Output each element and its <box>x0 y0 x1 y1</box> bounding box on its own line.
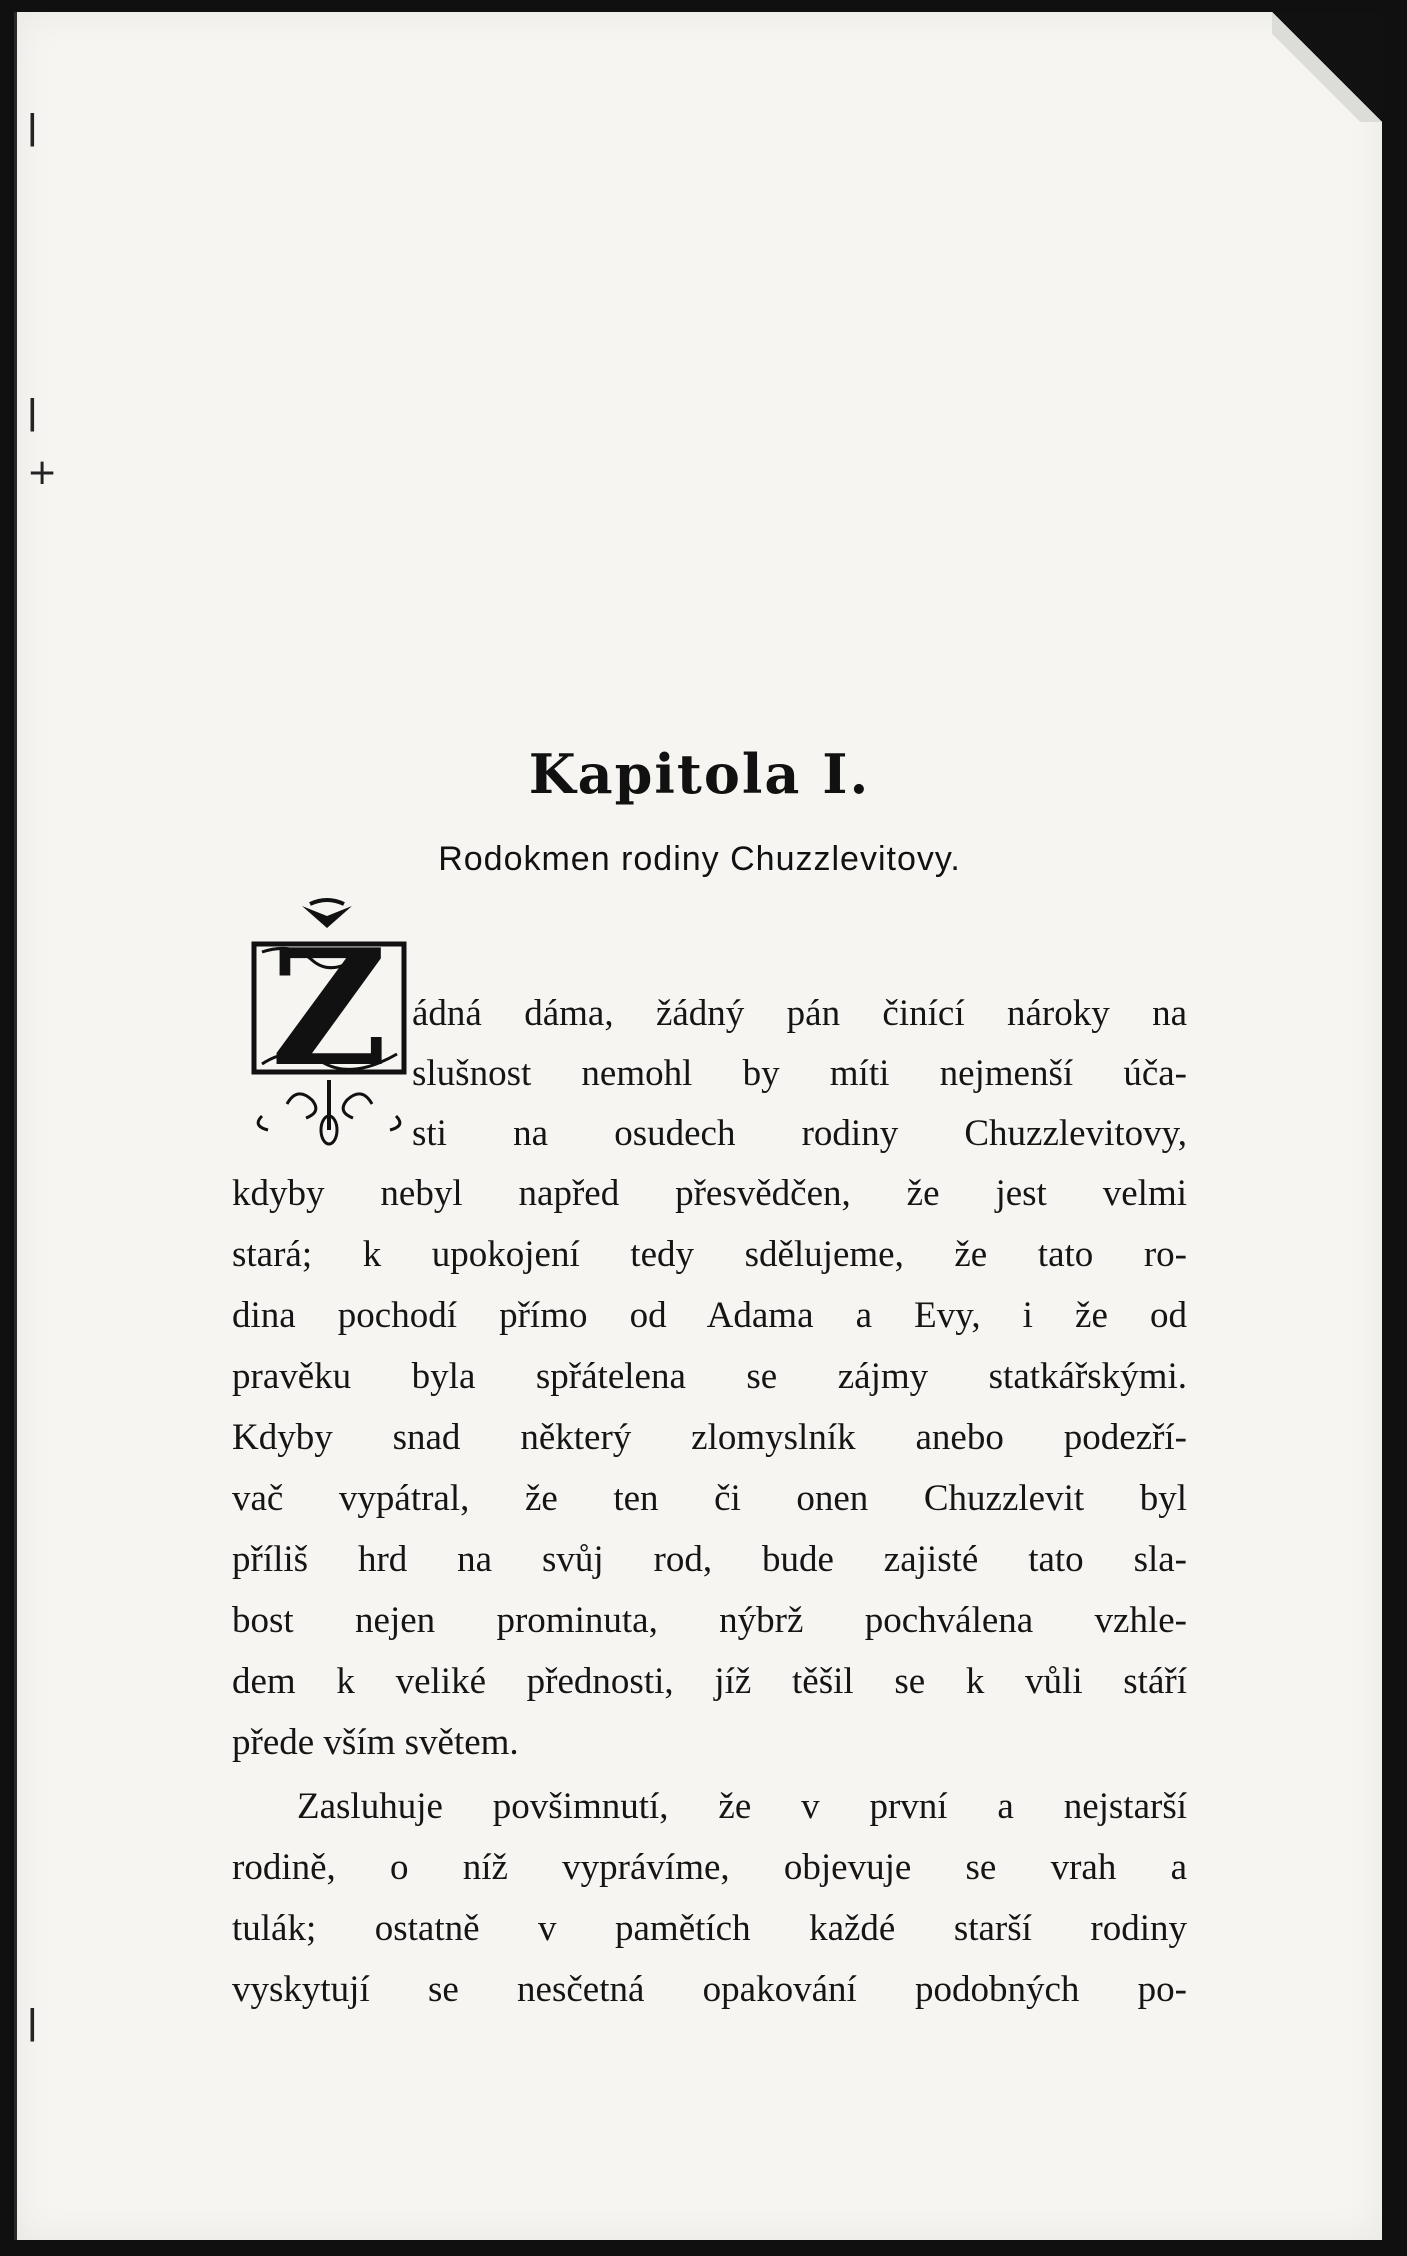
text-line: příliš hrd na svůj rod, bude zajisté tato sla- <box>232 1539 1187 1580</box>
text-line: ádná dáma, žádný pán činící nároky na <box>412 993 1187 1034</box>
text-line: bost nejen prominuta, nýbrž pochválena vzhle- <box>232 1600 1187 1641</box>
text-line: dem k veliké přednosti, jíž těšil se k vůli stáří <box>232 1661 1187 1702</box>
text-line: rodině, o níž vyprávíme, objevuje se vrah a <box>232 1847 1187 1888</box>
text-line: dina pochodí přímo od Adama a Evy, i že od <box>232 1295 1187 1336</box>
text-line: kdyby nebyl napřed přesvědčen, že jest velmi <box>232 1173 1187 1214</box>
page-corner-fold <box>1272 12 1382 122</box>
book-page <box>14 12 1382 2240</box>
text-line: Kdyby snad některý zlomyslník anebo podezří- <box>232 1417 1187 1458</box>
margin-mark: ǀ <box>27 392 38 433</box>
text-line: přede vším světem. <box>232 1722 519 1763</box>
margin-mark: ǀ <box>27 2002 38 2043</box>
text-line: slušnost nemohl by míti nejmenší úča- <box>412 1053 1187 1094</box>
text-line: tulák; ostatně v pamětích každé starší rodiny <box>232 1908 1187 1949</box>
text-line: pravěku byla spřátelena se zájmy statkářskými. <box>232 1356 1187 1397</box>
text-line: stará; k upokojení tedy sdělujeme, že tato ro- <box>232 1234 1187 1275</box>
text-line: vyskytují se nesčetná opakování podobných po- <box>232 1969 1187 2010</box>
decorated-initial-z <box>232 894 412 1164</box>
margin-mark: ǀ <box>27 107 38 148</box>
text-line: Zasluhuje povšimnutí, že v první a nejstarší <box>297 1786 1187 1827</box>
chapter-title: Kapitola I. <box>528 742 871 806</box>
initial-letter: Z <box>270 914 388 1102</box>
chapter-subtitle: Rodokmen rodiny Chuzzlevitovy. <box>438 840 961 878</box>
text-line: sti na osudech rodiny Chuzzlevitovy, <box>412 1113 1187 1154</box>
margin-mark: + <box>27 452 58 493</box>
text-line: vač vypátral, že ten či onen Chuzzlevit byl <box>232 1478 1187 1519</box>
